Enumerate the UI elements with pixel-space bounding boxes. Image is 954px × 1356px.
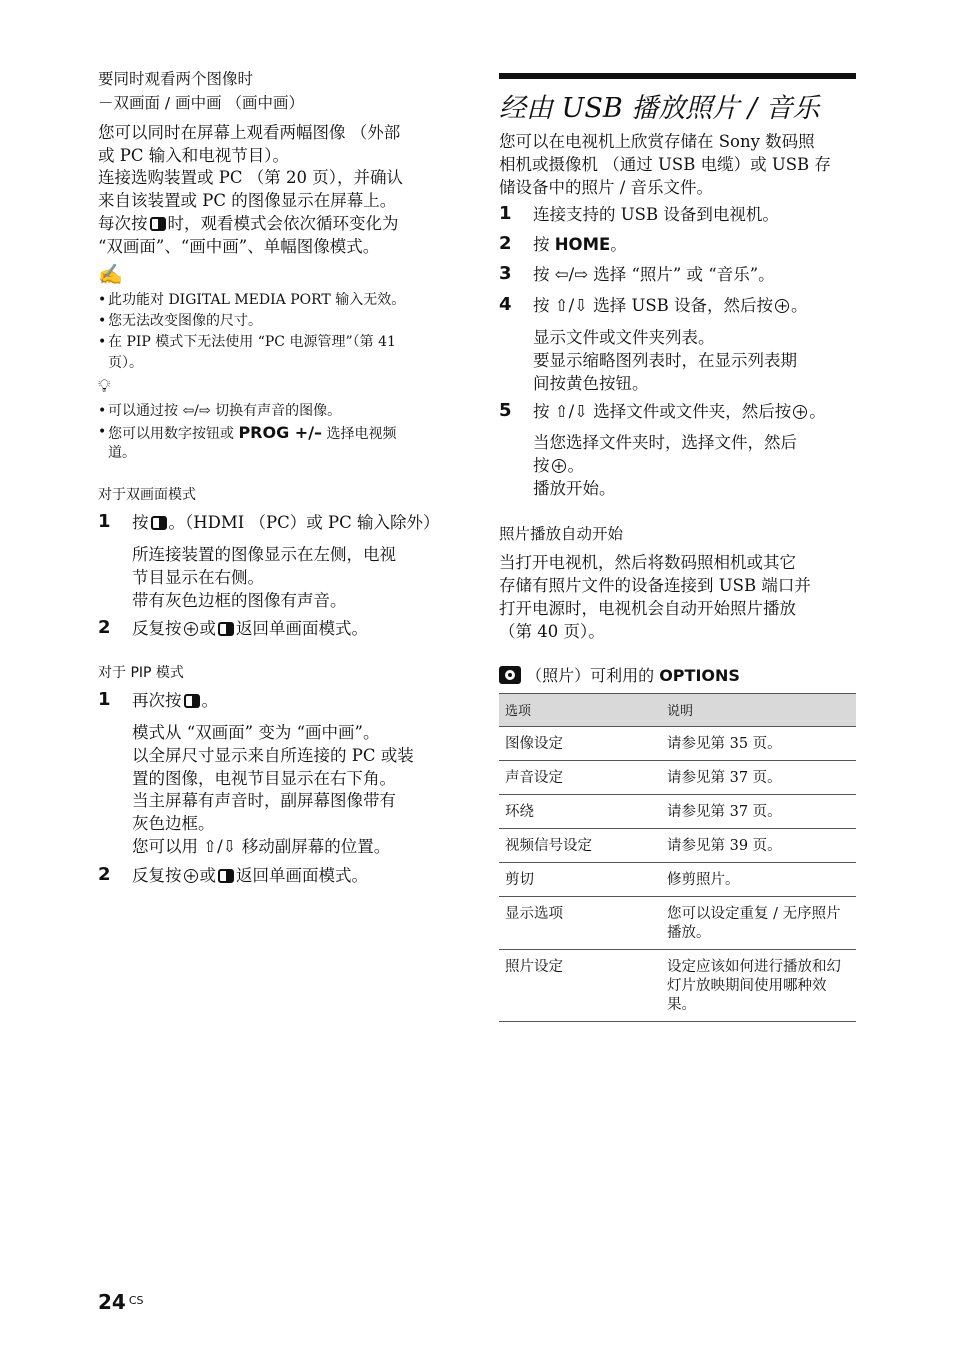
step-number: 3 — [499, 263, 512, 284]
pip-step1-detail: 模式从 “双画面” 变为 “画中画”。 — [132, 723, 380, 742]
table-row: 环绕 请参见第 37 页。 — [499, 795, 856, 829]
ok-button-icon — [184, 622, 198, 636]
dual-step1: 按 。（HDMI （PC）或 PC 输入除外） — [132, 513, 440, 532]
step-5-detail: 按+ 。 — [533, 454, 584, 477]
step-3: 按 ⇦/⇨ 选择 “照片” 或 “音乐”。 — [533, 265, 775, 284]
auto-heading: 照片播放自动开始 — [499, 525, 624, 543]
step-4-detail: 要显示缩略图列表时，在显示列表期 — [533, 351, 797, 370]
options-heading: （照片）可利用的 OPTIONS — [499, 665, 740, 687]
pip-step1: 再次按 。 — [132, 691, 218, 710]
ok-button-icon — [775, 299, 789, 313]
twin-picture-icon — [150, 217, 166, 231]
ok-button-icon — [793, 405, 807, 419]
step-number: 5 — [499, 400, 512, 421]
table-row: 图像设定 请参见第 35 页。 — [499, 727, 856, 761]
ok-button-icon — [552, 459, 566, 473]
auto-text: 存储有照片文件的设备连接到 USB 端口并 — [499, 576, 811, 595]
step-2: 按 HOME。 — [533, 235, 627, 254]
ok-button-icon — [184, 869, 198, 883]
table-row: 视频信号设定 请参见第 39 页。 — [499, 829, 856, 863]
twin-picture-icon — [184, 694, 200, 708]
intro-line: 来自该装置或 PC 的图像显示在屏幕上。 — [98, 191, 397, 210]
intro-line: “双画面”、“画中画”、单幅图像模式。 — [98, 237, 380, 256]
pip-step1-detail: 当主屏幕有声音时，副屏幕图像带有 — [132, 791, 396, 810]
step-number: 1 — [499, 203, 512, 224]
step-5: 按 ⇧/⇩ 选择文件或文件夹，然后按+ 。 — [533, 400, 826, 423]
dual-step1-detail: 节目显示在右侧。 — [132, 568, 264, 587]
step-5-detail: 当您选择文件夹时，选择文件，然后 — [533, 433, 797, 452]
note-pencil-icon: ✍ — [98, 262, 123, 286]
step-number: 2 — [98, 864, 111, 885]
table-header: 说明 — [661, 694, 856, 727]
twin-picture-icon — [151, 516, 167, 530]
pip-step1-detail: 灰色边框。 — [132, 814, 215, 833]
section-heading: 要同时观看两个图像时 — [98, 70, 254, 88]
intro-line: 相机或摄像机 （通过 USB 电缆）或 USB 存 — [499, 155, 831, 174]
pip-step2: 反复按+ 或 返回单画面模式。 — [132, 864, 368, 887]
table-row: 剪切 修剪照片。 — [499, 863, 856, 897]
intro-line: 您可以同时在屏幕上观看两幅图像 （外部 — [98, 123, 401, 142]
step-4-detail: 间按黄色按钮。 — [533, 374, 649, 393]
intro-line: 您可以在电视机上欣赏存储在 Sony 数码照 — [499, 132, 815, 151]
dual-step2: 反复按+ 或 返回单画面模式。 — [132, 617, 368, 640]
twin-picture-icon — [218, 869, 234, 883]
table-row: 声音设定 请参见第 37 页。 — [499, 761, 856, 795]
pip-step1-detail: 置的图像，电视节目显示在右下角。 — [132, 769, 396, 788]
step-number: 1 — [98, 511, 111, 532]
auto-text: 当打开电视机，然后将数码照相机或其它 — [499, 553, 796, 572]
step-5-detail: 播放开始。 — [533, 479, 616, 498]
table-row: 照片设定 设定应该如何进行播放和幻灯片放映期间使用哪种效果。 — [499, 950, 856, 1022]
page-title: 经由 USB 播放照片 / 音乐 — [499, 93, 820, 124]
options-table — [499, 693, 856, 1022]
section-subheading: －双画面 / 画中画 （画中画） — [98, 94, 305, 112]
step-number: 2 — [499, 233, 512, 254]
dual-heading: 对于双画面模式 — [98, 487, 196, 503]
dual-step1-detail: 带有灰色边框的图像有声音。 — [132, 591, 347, 610]
intro-line: 或 PC 输入和电视节目）。 — [98, 146, 289, 165]
table-header: 选项 — [499, 694, 661, 727]
twin-picture-icon — [218, 622, 234, 636]
intro-line: 连接选购装置或 PC （第 20 页），并确认 — [98, 168, 403, 187]
tip-lightbulb-icon: 💡︎ — [98, 376, 111, 397]
dual-step1-detail: 所连接装置的图像显示在左侧，电视 — [132, 545, 396, 564]
step-number: 2 — [98, 617, 111, 638]
camera-icon — [499, 666, 521, 684]
auto-text: （第 40 页）。 — [499, 622, 605, 641]
step-4: 按 ⇧/⇩ 选择 USB 设备，然后按+ 。 — [533, 294, 808, 317]
step-number: 1 — [98, 689, 111, 710]
step-number: 4 — [499, 294, 512, 315]
table-row: 显示选项 您可以设定重复 / 无序照片播放。 — [499, 897, 856, 950]
pip-heading: 对于 PIP 模式 — [98, 665, 184, 681]
intro-line: 储设备中的照片 / 音乐文件。 — [499, 178, 714, 197]
step-4-detail: 显示文件或文件夹列表。 — [533, 328, 715, 347]
step-1: 连接支持的 USB 设备到电视机。 — [533, 205, 779, 224]
title-rule — [499, 73, 856, 79]
page-number: 24 $^{CS}$ — [98, 1290, 144, 1314]
pip-step1-detail: 您可以用 ⇧/⇩ 移动副屏幕的位置。 — [132, 837, 391, 856]
intro-line: 每次按 时，观看模式会依次循环变化为 — [98, 214, 399, 233]
auto-text: 打开电源时，电视机会自动开始照片播放 — [499, 599, 796, 618]
pip-step1-detail: 以全屏尺寸显示来自所连接的 PC 或装 — [132, 746, 414, 765]
